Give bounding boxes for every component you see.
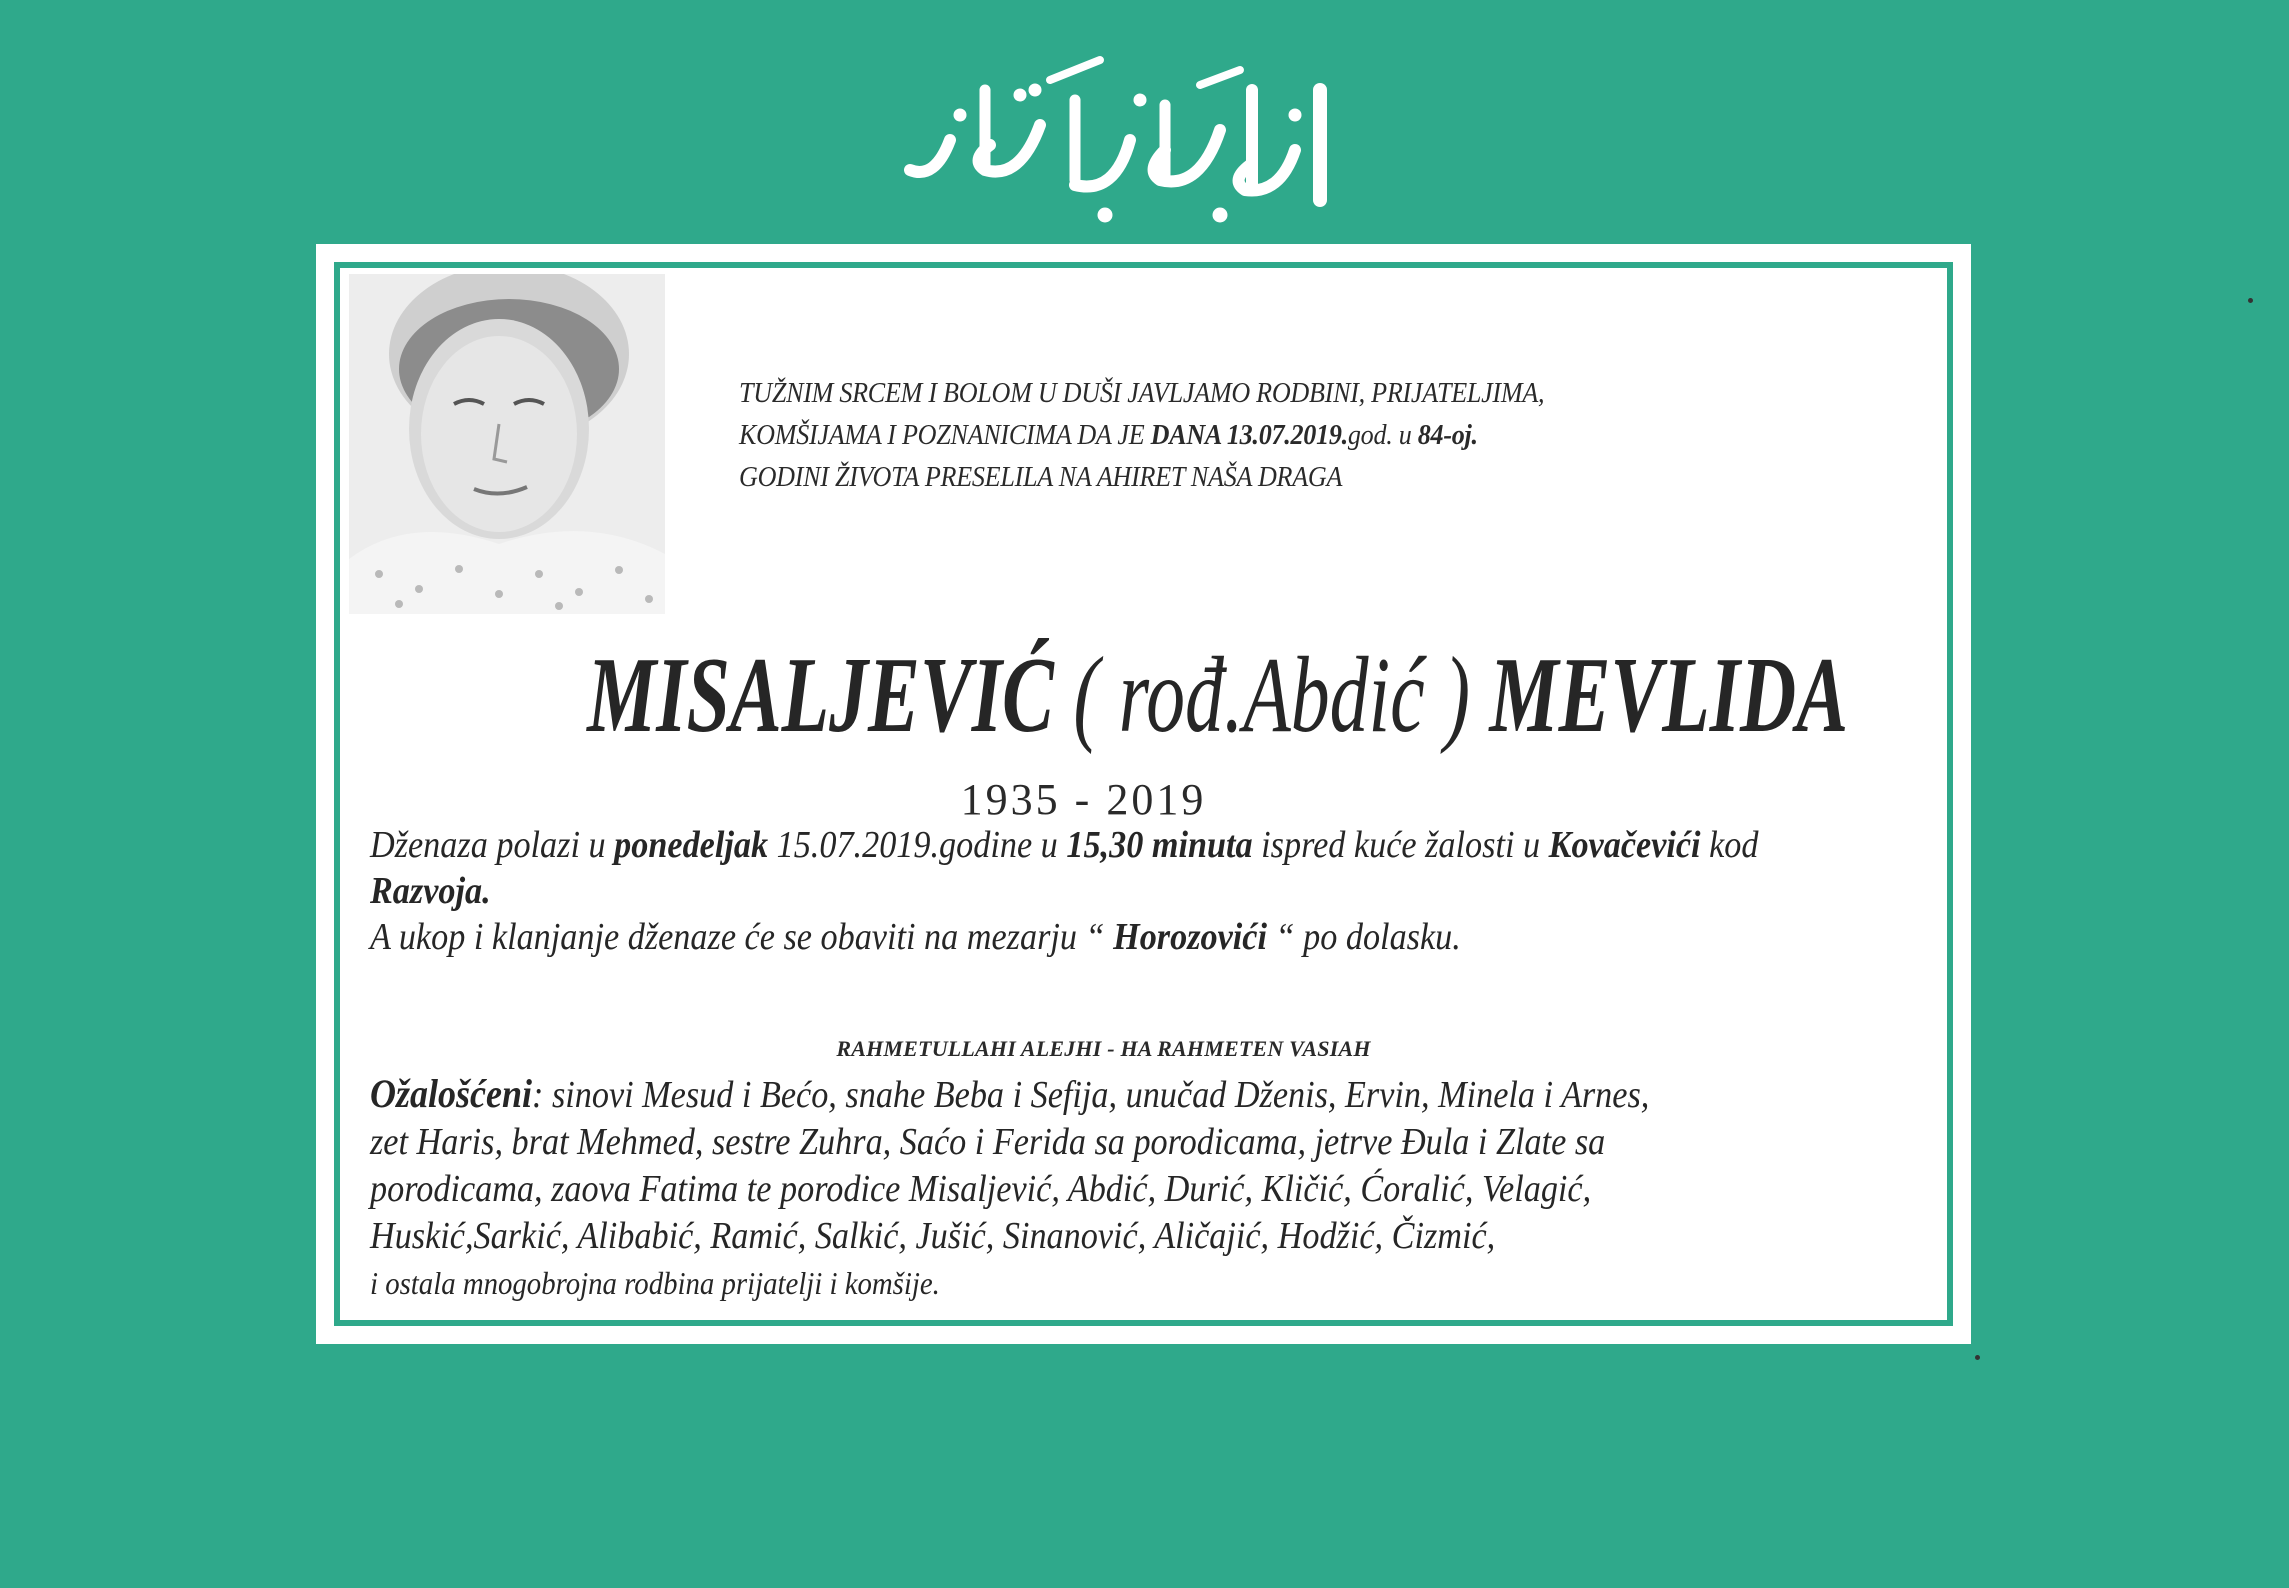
- mourners-line-1: [370, 1070, 1774, 1119]
- intro-line-2-text: KOMŠIJAMA I POZNANICIMA DA JE: [739, 419, 1151, 451]
- intro-line-3: GODINI ŽIVOTA PRESELILA NA AHIRET NAŠA DRAGA: [739, 461, 1343, 493]
- funeral-line-2: [370, 868, 1774, 914]
- prayer-line: RAHMETULLAHI ALEJHI - HA RAHMETEN VASIAH: [836, 1036, 1371, 1061]
- mourners-line-4: Huskić,Sarkić, Alibabić, Ramić, Salkić, Jušić, Sinanović, Aličajić, Hodžić, Čizmić,: [370, 1215, 1496, 1257]
- funeral-place: Kovačevići: [1548, 824, 1701, 866]
- notice-card: [316, 244, 1971, 1344]
- intro-line-2-mid: god. u: [1347, 419, 1418, 451]
- age: 84-oj.: [1417, 419, 1478, 451]
- intro-line-2: [739, 414, 1549, 456]
- paper-speck: [2248, 298, 2253, 303]
- burial-text-1: A ukop i klanjanje dženaze će se obaviti na mezarju “: [370, 916, 1114, 958]
- deceased-name: [587, 636, 1849, 756]
- cemetery-name: Horozovići: [1113, 916, 1267, 958]
- funeral-day: ponedeljak: [614, 824, 769, 866]
- first-name: MEVLIDA: [1489, 636, 1849, 755]
- birth-name: ( rođ.Abdić ): [1073, 636, 1470, 755]
- card-content: [346, 274, 1941, 1314]
- funeral-text-2: 15.07.2019.godine u: [768, 824, 1067, 866]
- life-years: 1935 - 2019: [960, 775, 1207, 824]
- mourners-text-1: : sinovi Mesud i Bećo, snahe Beba i Sefija, unučad Dženis, Ervin, Minela i Arnes,: [532, 1074, 1650, 1116]
- portrait-photo: [349, 274, 665, 614]
- mourners-list: [370, 1070, 1774, 1307]
- portrait-illustration: [349, 274, 665, 614]
- mourners-label: Ožalošćeni: [370, 1071, 532, 1116]
- funeral-text-1: Dženaza polazi u: [370, 824, 615, 866]
- funeral-area: Razvoja.: [370, 870, 491, 912]
- paper-speck: [1975, 1355, 1980, 1360]
- mourners-line-3: porodicama, zaova Fatima te porodice Misaljević, Abdić, Durić, Kličić, Ćoralić, Velagić,: [370, 1168, 1592, 1210]
- announcement-intro: [739, 372, 1549, 498]
- funeral-line-1: [370, 822, 1774, 868]
- funeral-text-4: kod: [1700, 824, 1759, 866]
- mourners-line-2: zet Haris, brat Mehmed, sestre Zuhra, Saćo i Ferida sa porodicama, jetrve Đula i Zlate sa: [370, 1121, 1606, 1163]
- burial-text-2: “ po dolasku.: [1266, 916, 1461, 958]
- intro-line-1: TUŽNIM SRCEM I BOLOM U DUŠI JAVLJAMO RODBINI, PRIJATELJIMA,: [739, 377, 1545, 409]
- death-date: DANA 13.07.2019.: [1150, 419, 1348, 451]
- funeral-text-3: ispred kuće žalosti u: [1252, 824, 1549, 866]
- calligraphy-heading-icon: [900, 30, 1380, 230]
- mourners-line-5: i ostala mnogobrojna rodbina prijatelji i komšije.: [370, 1265, 940, 1301]
- funeral-line-3: [370, 914, 1774, 960]
- surname: MISALJEVIĆ: [587, 636, 1054, 755]
- funeral-details: [370, 822, 1774, 960]
- funeral-time: 15,30 minuta: [1066, 824, 1253, 866]
